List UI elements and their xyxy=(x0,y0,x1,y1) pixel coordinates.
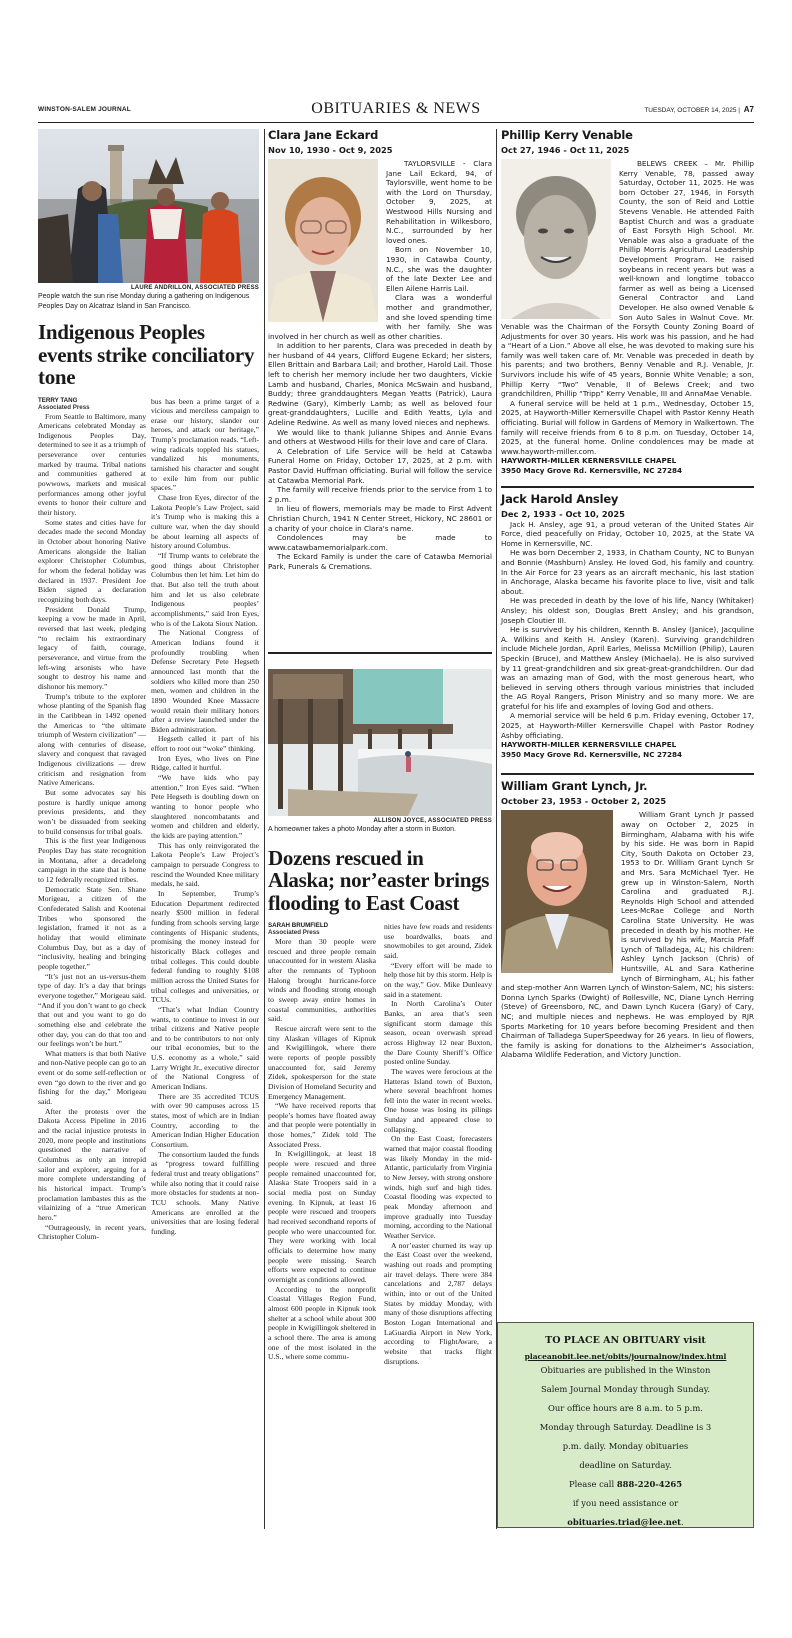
paragraph: The waves were ferocious at the Hatteras Island town of Buxton, where several beachfront homes fell into the water in recent weeks. One house was losing its pilings Sunday and appeared close to collapsing. xyxy=(384,1066,492,1134)
obituary-paragraph: He was born December 2, 1933, in Chatham County, NC to Bunyan and Bonnie (Mashburn) Ansley. He loved God, his family and country. In the Air Force for 23 years as an aircraft mechanic, his last station in Anchorage, Alaska became his favorite place to live, visit and talk about. xyxy=(501,548,754,596)
photo-image-icon xyxy=(38,129,259,283)
funeral-home-address: 3950 Macy Grove Rd. Kernersville, NC 27284 xyxy=(501,466,682,475)
obituary-body xyxy=(501,520,754,741)
obituary-clara-eckard xyxy=(268,128,492,572)
photo-image-icon xyxy=(268,669,492,816)
article-body xyxy=(268,922,492,1366)
obituary-paragraph: BELEWS CREEK – Mr. Phillip Kerry Venable, 78, passed away Saturday, October 11, 2025. He was born October 27, 1946, in Forsyth County, the son of Reid and Lottie Stevens Venable. He attended Faith Baptist Church and was a graduate of East Forsyth High School. Mr. Venable was also a graduate of the Phillip Morris Agricultural Leadership Development Program. He raised soybeans in recent years but was a well-known and longtime tobacco farmer as well as being a Licensed General Contractor and Land Developer. He also owned Venable & Son Auto Sales in Walnut Cove. Mr. Venable was the Chairman of the Forsyth County Zoning Board of Adjustments for over 30 years. His work was his passion, and he had a “Heart of a Lion.” Above all else, he was devoted to making sure his family was well taken care of. Mr. Venable was preceded in death by his parents; and two brothers, Benny Venable and R.J. Venable, Jr. Survivors include his wife of 45 years, Bonnie White Venable; a son, Phillip Kerry “Two” Venable, II of Belews Creek; and two grandchildren, Phillip “Tripp” Kerry Venable, III and AnnaMae Venable. xyxy=(501,159,754,399)
buxton-storm-photo xyxy=(268,669,492,816)
section-rule xyxy=(501,773,754,775)
section-rule xyxy=(501,486,754,488)
article-column-2 xyxy=(151,397,259,1242)
place-obituary-link[interactable]: placeanobit.lee.net/obits/journalnow/index.html xyxy=(524,1352,727,1361)
middle-column xyxy=(268,126,492,572)
obituary-paragraph: Condolences may be made to www.catawbamemorialpark.com. xyxy=(268,533,492,552)
paragraph: In September, Trump’s Education Department redirected nearly $500 million in federal funding from schools serving large contingents of Hispanic students, promising the money instead for historically Black colleges and tribal colleges. This could double federal funding to roughly $108 million across the United States for tribal colleges and universities, or TCUs. xyxy=(151,888,259,1005)
masthead xyxy=(38,100,754,123)
email-address[interactable]: obituaries.triad@lee.net xyxy=(567,1517,682,1527)
issue-date: TUESDAY, OCTOBER 14, 2025 xyxy=(644,107,737,114)
story-indigenous-peoples xyxy=(38,129,259,1242)
paragraph: Democratic State Sen. Shane Morigeau, a citizen of the Confederated Salish and Kootenai Tribes who sponsored the legislation, framed it not as a holiday that would eliminate Columbus Day, but as a day of “inclusivity, healing and bringing people together.” xyxy=(38,884,146,971)
portrait-photo-icon xyxy=(501,810,613,973)
obituary-paragraph: The family will receive friends prior to the service from 1 to 2 p.m. xyxy=(268,485,492,504)
article-column-1 xyxy=(38,397,146,1242)
paragraph: From Seattle to Baltimore, many Americans celebrated Monday as Indigenous Peoples Day, determined to see it as a triumph of perseverance over centuries marked by trauma. Tribal nations and communities gathered at powwows, markets and musical performances among other joyful events to honor their culture and their history. xyxy=(38,411,146,518)
place-obituary-box xyxy=(497,1322,754,1528)
paragraph: President Donald Trump, keeping a vow he made in April, reversed that last week, pledging “to reclaim his extraordinary legacy of faith, courage, perseverance, and virtue from the left-wing arsonists who have sought to destroy his name and dishonor his memory.” xyxy=(38,604,146,691)
agency: Associated Press xyxy=(38,403,90,411)
paper-name: WINSTON-SALEM JOURNAL xyxy=(38,106,131,113)
paragraph: This is the first year Indigenous Peoples Day has state recognition in Montana, after a decadelong campaign in the state that is home to 12 federally recognized tribes. xyxy=(38,836,146,884)
portrait-photo-icon xyxy=(501,159,611,319)
funeral-home-name: HAYWORTH-MILLER KERNERSVILLE CHAPEL xyxy=(501,456,677,466)
headline: Indigenous Peoples events strike conciliatory tone xyxy=(38,320,255,389)
info-line: deadline on Saturday. xyxy=(579,1460,672,1470)
paragraph: What matters is that both Native and non-Native people can go to an event or do some self-reflection or even “go down to the river and go fishing for the day,” Morigeau said. xyxy=(38,1048,146,1107)
paragraph: “Outrageously, in recent years, Christopher Colum- xyxy=(38,1222,146,1242)
obituary-name: Phillip Kerry Venable xyxy=(501,128,633,142)
paragraph: This has only reinvigorated the Lakota People’s Law Project’s campaign to persuade Congress to rescind the Wounded Knee military medals, he said. xyxy=(151,840,259,889)
paragraph: “That’s what Indian Country wants, to continue to invest in our tribal citizens and Native people and to be contributors to not only our tribal economies, but to the U.S. economy as a whole,” said Larry Wright Jr., executive director of the National Congress of American Indians. xyxy=(151,1004,259,1092)
obituary-paragraph: Clara was a wonderful mother and grandmother, and she loved spending time with her family. She was involved in her church as well as other charities. xyxy=(268,293,492,341)
obituary-paragraph: Born on November 10, 1930, in Catawba County, N.C., she was the daughter of the late Dexter Lee and Ellen Ailene Harris Lail. xyxy=(386,245,492,293)
paragraph: There are 35 accredited TCUS with over 90 campuses across 15 states, most of which are in Indian Country, according to the American Indian Higher Education Consortium. xyxy=(151,1091,259,1150)
article-body xyxy=(38,397,259,1242)
obituary-paragraph: William Grant Lynch Jr passed away on October 2, 2025 in Birmingham, Alabama with his wife by his side. He was born in Rapid City, South Dakota on October 23, 1953 to Dr. William Grant Lynch Sr and Mrs. Sara McMichael Tyer. He grew up in Winston-Salem, North Carolina and graduated R.J. Reynolds High School and attended Lees-McRae College and North Carolina State University. He was preceded in death by his mother. He is survived by his wife, Marcia Pfaff Lynch of Talladega, AL; his children: Ashley Lynch Jackson (Chris) of Huntsville, AL and Sara Katherine Lynch of Birmingham, AL; his father and step-mother Ann Warren Lynch of Winston-Salem, NC; his sisters: Donna Lynch Sparks (Dwight) of Rollesville, NC, Diane Lynch Herring (Steve) of Greensboro, NC, and Dawn Lynch Kucera (Gary) of Cary, NC; and multiple nieces and nephews. He was employed by RJR Sports Marketing for 10 years before becoming President and then Chairman of Talladega SuperSpeedway for 26 years. In lieu of flowers, the family is asking for donations to the Alzheimer's Association, Alabama Wildlife Federation, and Victory Junction. xyxy=(501,810,754,1060)
obituary-name: William Grant Lynch, Jr. xyxy=(501,779,648,794)
funeral-home-name: HAYWORTH-MILLER KERNERSVILLE CHAPEL xyxy=(501,740,677,750)
obituary-portrait xyxy=(268,159,378,322)
info-line: Monday through Saturday. Deadline is 3 xyxy=(539,1422,712,1432)
paragraph: More than 30 people were rescued and three people remain unaccounted for in western Alaska after the remnants of Typhoon Halong brought hurricane-force winds and flooding strong enough to sweep away entire homes in coastal communities, authorities said. xyxy=(268,937,376,1024)
paragraph: After the protests over the Dakota Access Pipeline in 2016 and the racial injustice protests in 2020, more people and institutions questioned the narrative of Columbus as only an intrepid sailor and explorer, arguing for a more complete understanding of his historical impact. Trump’s proclamation lambastes this as the vilainizing of a “true American hero.” xyxy=(38,1106,146,1222)
column-divider xyxy=(496,129,497,1529)
box-title: TO PLACE AN OBITUARY visit xyxy=(545,1335,706,1346)
obituary-name: Clara Jane Eckard xyxy=(268,128,379,142)
paragraph: “If Trump wants to celebrate the good things about Christopher Columbus then let him. Let him do that. But also tell the truth about him and let us also celebrate Indigenous peoples’ accomplishments,” said Iron Eyes, who is of the Lakota Sioux Nation. xyxy=(151,551,259,628)
paragraph: The consortium lauded the funds as “progress toward fulfilling federal trust and treaty obligations” while also noting that it could raise more obstacles for students at non-TCU schools. Many Native Americans are enrolled at the universities that are losing federal funding. xyxy=(151,1149,259,1236)
paragraph: Some states and cities have for decades made the second Monday in October about honoring Native Americans alongside the Italian explorer Christopher Columbus, for whom the federal holiday was declared in 1937. President Joe Biden signed a declaration recognizing both days. xyxy=(38,517,146,604)
paragraph: “We have kids who pay attention,” Iron Eyes said. “When Pete Hegseth is doubling down on wanting to honor people who slaughtered noncombatants and women and children and elderly, the kids are paying attention.” xyxy=(151,773,259,841)
obituary-paragraph: The Eckard Family is under the care of Catawba Memorial Park, Funerals & Cremations. xyxy=(268,552,492,571)
paragraph: Hegseth called it part of his effort to root out “woke” thinking. xyxy=(151,734,259,754)
paragraph: In North Carolina’s Outer Banks, an area that’s seen significant storm damage this season, ocean overwash spread across Highway 12 near Buxton, the Dare County Sheriff’s Office posted online Sunday. xyxy=(384,999,492,1067)
obituary-paragraph: TAYLORSVILLE - Clara Jane Lail Eckard, 94, of Taylorsville, went home to be with the Lord on Thursday, October 9, 2025, at Westwood Hills Nursing and Rehabilitation in Wilkesboro, N.C., surrounded by her loved ones. xyxy=(386,159,492,245)
paragraph: “It’s just not an us-versus-them type of day. It’s a day that brings everyone together,” Morigeau said. “And if you don’t want to go check that out and you want to go do something else and celebrate the other day, you can do that too and our feelings won’t be hurt.” xyxy=(38,971,146,1049)
obituary-body xyxy=(268,159,492,572)
photo-caption: People watch the sun rise Monday during a gathering on Indigenous Peoples Day on Alcatraz Island in San Francisco. xyxy=(38,293,250,310)
obituary-portrait xyxy=(501,810,613,973)
newspaper-page xyxy=(38,0,754,1638)
funeral-home-address: 3950 Macy Grove Rd. Kernersville, NC 27284 xyxy=(501,749,682,759)
email-line xyxy=(498,1513,753,1532)
headline: Dozens rescued in Alaska; nor’easter brings flooding to East Coast xyxy=(268,845,490,915)
agency: Associated Press xyxy=(268,929,320,936)
info-line: Our office hours are 8 a.m. to 5 p.m. xyxy=(548,1403,703,1413)
right-column xyxy=(501,126,754,1060)
section-title: OBITUARIES & NEWS xyxy=(311,100,481,117)
column-divider xyxy=(264,129,265,1529)
obituary-william-lynch xyxy=(501,779,754,1059)
separator: | xyxy=(738,107,740,114)
obituary-paragraph: In addition to her parents, Clara was preceded in death by her husband of 44 years, Clifford Eugene Eckard; her sisters, Ellen Brittain and Barbara Lail; and brother, Harold Lail. Those left to cherish her memory include her two daughters, Vickie Lamb and husband, Charles, Monica McSwain and husband, Buddy; three granddaughters Megan Yeatts (Patrick), Laura Redwine (Gary), Kimberly Lamb; as well as beloved four great-granddaughters, Lucille and Edith Yeatts, Lyla and Adeline Redwine. As well as many loved nieces and nephews. xyxy=(268,341,492,428)
info-line: Salem Journal Monday through Sunday. xyxy=(540,1384,711,1394)
page-info xyxy=(644,105,754,114)
obituary-paragraph: Jack H. Ansley, age 91, a proud veteran of the United States Air Force, died peacefully on Friday, October 10, 2025, at the State VA Home in Kernersville, NC. xyxy=(501,519,754,548)
info-line: Obituaries are published in the Winston xyxy=(540,1365,711,1375)
photo-credit: ALLISON JOYCE, ASSOCIATED PRESS xyxy=(373,818,492,824)
photo-credit: LAURE ANDRILLON, ASSOCIATED PRESS xyxy=(130,285,259,291)
obituary-body xyxy=(501,810,754,1059)
paragraph: Trump’s tribute to the explorer whose planting of the Spanish flag in the Caribbean in 1492 opened the Americas to “the ultimate triumph of Western civilization” — along with centuries of disease, slavery and conquest that ravaged Indigenous civilizations — drew criticism and resignation from Native Americans. xyxy=(38,691,146,788)
paragraph: According to the nonprofit Coastal Villages Region Fund, almost 600 people in Kipnuk took shelter at a school while about 300 people in Kwigillingok sheltered in a school there. The area is among one of the most isolated in the U.S., where some commu- xyxy=(268,1284,376,1362)
alcatraz-photo xyxy=(38,129,259,283)
obituary-paragraph: He was preceded in death by the love of his life, Nancy (Whitaker) Ansley; his oldest son, Douglas Brett Ansley; and his grandson, Joseph Cloutier III. xyxy=(501,596,754,625)
paragraph: The National Congress of American Indians found it profoundly troubling when Defense Secretary Pete Hegseth announced last month that the soldiers who killed more than 250 men, women and children in the 1890 Wounded Knee Massacre would retain their military honors after a review launched under the Biden administration. xyxy=(151,628,259,734)
obituary-jack-ansley xyxy=(501,492,754,760)
section-rule xyxy=(268,652,492,654)
paragraph: “Every effort will be made to help those hit by this storm. Help is on the way,” Gov. Mike Dunleavy said in a statement. xyxy=(384,960,492,999)
paragraph: But some advocates say his posture is hardly unique among previous presidents, and they won’t be dissuaded from seeking to build consensus for tribal goals. xyxy=(38,788,146,836)
article-column-2 xyxy=(384,922,492,1366)
paragraph: Rescue aircraft were sent to the tiny Alaskan villages of Kipnuk and Kwigillingok, where there were reports of people possibly unaccounted for, said Jeremy Zidek, spokesperson for the state Division of Homeland Security and Emergency Management. xyxy=(268,1023,376,1101)
article-column-1 xyxy=(268,922,376,1366)
obituary-paragraph: A funeral service will be held at 1 p.m., Wednesday, October 15, 2025, at Hayworth-Miller Kernersville Chapel with Pastor Kenny Heath officiating. Burial will follow in Gardens of Memory in Walkertown. The family will receive friends from 6 to 8 p.m. on Tuesday, October 14, 2025, at the funeral home. Online condolences may be made at www.hayworth-miller.com. xyxy=(501,398,754,456)
obituary-paragraph: A Celebration of Life Service will be held at Catawba Funeral Home on Friday, October 17, 2025, at 2 p.m. with Pastor David Huffman officiating. Burial will follow the service at Catawba Memorial Park. xyxy=(268,446,492,485)
obituary-body xyxy=(501,159,754,456)
paragraph: A nor’easter churned its way up the East Coast over the weekend, washing out roads and prompting air travel delays. There were 384 cancelations and 2,787 delays within, into or out of the United States by midday Monday, with many of those disruptions affecting Boston Logan International and LaGuardia Airport in New York, according to FlightAware, a website that tracks flight disruptions. xyxy=(384,1240,492,1366)
page-number: A7 xyxy=(743,105,754,114)
paragraph: bus has been a prime target of a vicious and merciless campaign to erase our history, slander our heroes, and attack our heritage,” Trump’s proclamation reads. “Left-wing radicals toppled his statues, vandalized his monuments, tarnished his character and sought to exile him from our public spaces.” xyxy=(151,396,259,493)
email-suffix: . xyxy=(681,1517,684,1527)
paragraph: Iron Eyes, who lives on Pine Ridge, called it hurtful. xyxy=(151,753,259,773)
obituary-dates: Dec 2, 1933 - Oct 10, 2025 xyxy=(501,508,625,519)
paragraph: “We have received reports that people’s homes have floated away and that people were potentially in those homes,” Zidek told The Associated Press. xyxy=(268,1101,376,1149)
obituary-paragraph: We would like to thank Julianne Shipes and Annie Evans and others at Westwood Hills for their love and care of Clara. xyxy=(268,427,492,447)
paragraph: In Kwigillingok, at least 18 people were rescued and three people remained unaccounted for, Alaska State Troopers said in a social media post on Sunday evening. In Kipnuk, at least 16 people were rescued and troopers had received secondhand reports of people who were unaccounted for. They were working with local officials to determine how many people were missing. Search efforts were expected to continue overnight as conditions allowed. xyxy=(268,1149,376,1284)
obituary-paragraph: In lieu of flowers, memorials may be made to First Advent Christian Church, 1941 N Center Street, Hickory, NC 28601 or a charity of your choice in Clara's name. xyxy=(268,504,492,533)
obituary-dates: Oct 27, 1946 - Oct 11, 2025 xyxy=(501,145,630,155)
obituary-phillip-venable xyxy=(501,128,754,476)
paragraph: On the East Coast, forecasters warned that major coastal flooding was likely Monday in the mid-Atlantic, particularly from Virginia to New Jersey, with strong onshore winds, high surf and high tides. Coastal flooding was expected to peak Monday afternoon and improve gradually into Tuesday morning, according to the National Weather Service. xyxy=(384,1134,492,1240)
portrait-photo-icon xyxy=(268,159,378,322)
obituary-name: Jack Harold Ansley xyxy=(501,491,619,506)
byline: TERRY TANG xyxy=(38,396,78,404)
obituary-paragraph: He is survived by his children, Kennth B. Ansley (Janice), Jacquline A. Wilkins and Keith H. Ansley (Karen). Surviving grandchildren include Michele Jordan, April Earles, Melissa McMillion (Philip), Lauren Speckin (Bruce), and Matthew Ansley (Michaela). He is also survived by 11 great-grandchildren and six great-great-grandchildren. Our dad was an amazing man of God, with the most generous heart, who believed in serving others through various ministries that included the AG Royal Rangers, Prison Ministry and so many more. We are grateful for his life and examples of loving God and others. xyxy=(501,625,754,711)
info-line: if you need assistance or xyxy=(572,1498,679,1508)
obituary-dates: Nov 10, 1930 - Oct 9, 2025 xyxy=(268,145,393,155)
info-line: p.m. daily. Monday obituaries xyxy=(562,1441,689,1451)
byline: SARAH BRUMFIELD xyxy=(268,922,329,929)
obituary-portrait xyxy=(501,159,611,319)
obituary-paragraph: A memorial service will be held 6 p.m. Friday evening, October 17, 2025, at Hayworth-Miller Kernersville Chapel with Pastor Rodney Ashby officiating. xyxy=(501,711,754,740)
phone-line xyxy=(498,1475,753,1494)
paragraph: Chase Iron Eyes, director of the Lakota People’s Law Project, said it’s Trump who is making this a culture war, when the day should be about learning all aspects of history around Columbus. xyxy=(151,493,259,551)
photo-caption: A homeowner takes a photo Monday after a storm in Buxton. xyxy=(268,826,456,833)
phone-prefix: Please call xyxy=(568,1479,617,1489)
paragraph: nities have few roads and residents use boardwalks, boats and snowmobiles to get around, Zidek said. xyxy=(384,922,492,960)
story-alaska-storm xyxy=(268,652,492,1366)
phone-number[interactable]: 888-220-4265 xyxy=(616,1479,683,1489)
obituary-dates: October 23, 1953 - October 2, 2025 xyxy=(501,796,667,807)
